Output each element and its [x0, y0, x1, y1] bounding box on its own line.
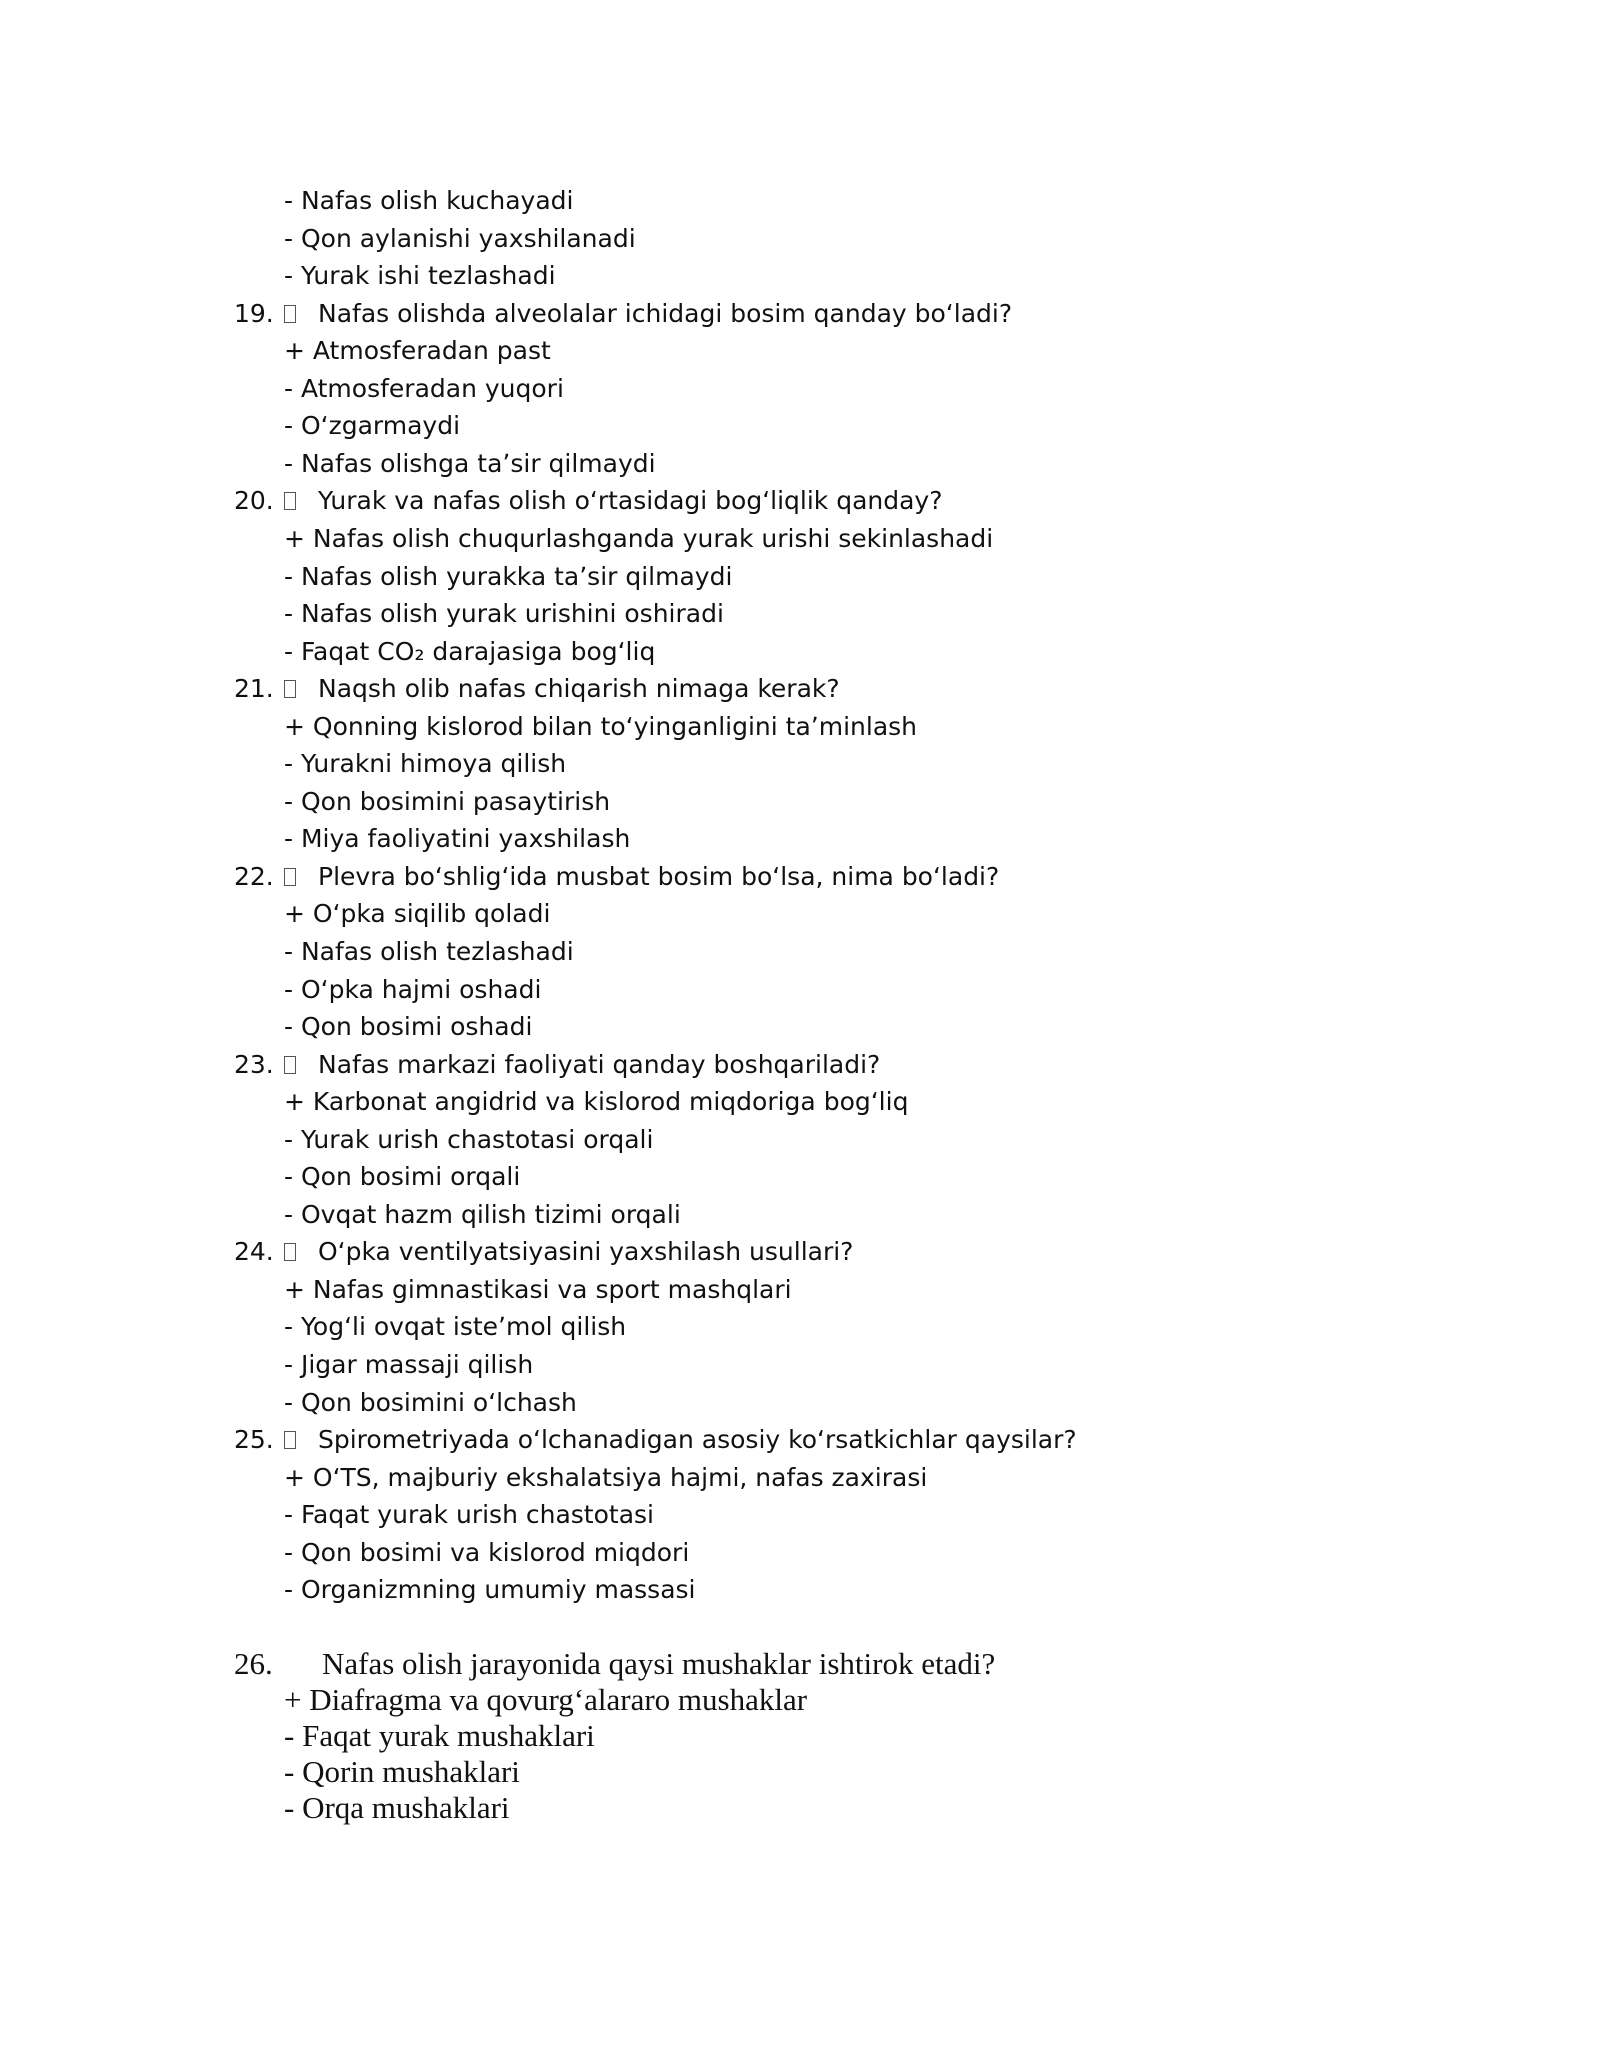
answer-option-text: - Oʻzgarmaydi	[284, 411, 461, 440]
question-text	[284, 488, 943, 513]
question-number: 21.	[234, 674, 274, 703]
answer-option-text: - Qon bosimini pasaytirish	[284, 787, 611, 816]
answer-option-text: - Yurakni himoya qilish	[284, 749, 567, 778]
answer-option-text: - Ovqat hazm qilish tizimi orqali	[284, 1200, 681, 1229]
question-number: 22.	[234, 862, 274, 891]
question-text	[284, 676, 840, 701]
missing-glyph-icon	[284, 492, 296, 510]
question-text	[284, 301, 1012, 326]
missing-glyph-icon	[284, 1056, 296, 1074]
answer-option-text: + Atmosferadan past	[284, 336, 551, 365]
answer-option-text: - Nafas olish tezlashadi	[284, 937, 574, 966]
question-number: 23.	[234, 1050, 274, 1079]
answer-option-text: - Faqat yurak mushaklari	[284, 1718, 595, 1753]
answer-option-text: - Faqat CO₂ darajasiga bogʻliq	[284, 637, 656, 666]
answer-option-text: + Nafas olish chuqurlashganda yurak urishi sekinlashadi	[284, 524, 994, 553]
question-label: Naqsh olib nafas chiqarish nimaga kerak?	[318, 674, 840, 703]
answer-option-text: - Nafas olish yurak urishini oshiradi	[284, 599, 724, 628]
question-text	[284, 1427, 1077, 1452]
answer-option-text: - Nafas olish kuchayadi	[284, 186, 574, 215]
missing-glyph-icon	[284, 680, 296, 698]
answer-option-text: - Oʻpka hajmi oshadi	[284, 975, 542, 1004]
answer-option-text: - Jigar massaji qilish	[284, 1350, 534, 1379]
answer-option-text: - Qon bosimi oshadi	[284, 1012, 533, 1041]
answer-option-text: - Qon bosimi orqali	[284, 1162, 521, 1191]
answer-option-text: + OʻTS, majburiy ekshalatsiya hajmi, nafas zaxirasi	[284, 1463, 928, 1492]
answer-option-text: - Orqa mushaklari	[284, 1790, 510, 1825]
question-label: Nafas olish jarayonida qaysi mushaklar ishtirok etadi?	[322, 1646, 996, 1681]
answer-option-text: + Qonning kislorod bilan toʻyinganligini taʼminlash	[284, 712, 918, 741]
answer-option-text: - Nafas olish yurakka taʼsir qilmaydi	[284, 562, 733, 591]
question-label: Nafas olishda alveolalar ichidagi bosim qanday boʻladi?	[318, 299, 1013, 328]
answer-option-text: - Faqat yurak urish chastotasi	[284, 1500, 654, 1529]
question-text	[284, 1239, 853, 1264]
answer-option-text: - Qon aylanishi yaxshilanadi	[284, 224, 636, 253]
question-label: Plevra boʻshligʻida musbat bosim boʻlsa, nima boʻladi?	[318, 862, 1000, 891]
answer-option-text: - Yurak urish chastotasi orqali	[284, 1125, 654, 1154]
answer-option-text: - Qorin mushaklari	[284, 1754, 520, 1789]
answer-option-text: + Diafragma va qovurgʻalararo mushaklar	[284, 1682, 808, 1717]
answer-option-text: + Oʻpka siqilib qoladi	[284, 899, 551, 928]
answer-option-text: - Nafas olishga taʼsir qilmaydi	[284, 449, 656, 478]
answer-option-text: - Organizmning umumiy massasi	[284, 1575, 696, 1604]
answer-option-text: - Yogʻli ovqat isteʼmol qilish	[284, 1312, 627, 1341]
question-number: 24.	[234, 1237, 274, 1266]
question-number: 25.	[234, 1425, 274, 1454]
question-text	[284, 1052, 880, 1077]
missing-glyph-icon	[284, 868, 296, 886]
question-label: Nafas markazi faoliyati qanday boshqariladi?	[318, 1050, 881, 1079]
missing-glyph-icon	[284, 305, 296, 323]
question-text	[284, 864, 999, 889]
answer-option-text: - Yurak ishi tezlashadi	[284, 261, 556, 290]
question-number: 19.	[234, 299, 274, 328]
answer-option-text: + Nafas gimnastikasi va sport mashqlari	[284, 1275, 792, 1304]
missing-glyph-icon	[284, 1243, 296, 1261]
question-label: Oʻpka ventilyatsiyasini yaxshilash usullari?	[318, 1237, 854, 1266]
answer-option-text: - Qon bosimini oʻlchash	[284, 1388, 577, 1417]
question-number: 26.	[234, 1646, 273, 1681]
answer-option-text: - Atmosferadan yuqori	[284, 374, 564, 403]
answer-option-text: + Karbonat angidrid va kislorod miqdoriga bogʻliq	[284, 1087, 909, 1116]
question-label: Spirometriyada oʻlchanadigan asosiy koʻrsatkichlar qaysilar?	[318, 1425, 1077, 1454]
missing-glyph-icon	[284, 1431, 296, 1449]
question-number: 20.	[234, 486, 274, 515]
question-label: Yurak va nafas olish oʻrtasidagi bogʻliqlik qanday?	[318, 486, 943, 515]
answer-option-text: - Qon bosimi va kislorod miqdori	[284, 1538, 690, 1567]
answer-option-text: - Miya faoliyatini yaxshilash	[284, 824, 631, 853]
